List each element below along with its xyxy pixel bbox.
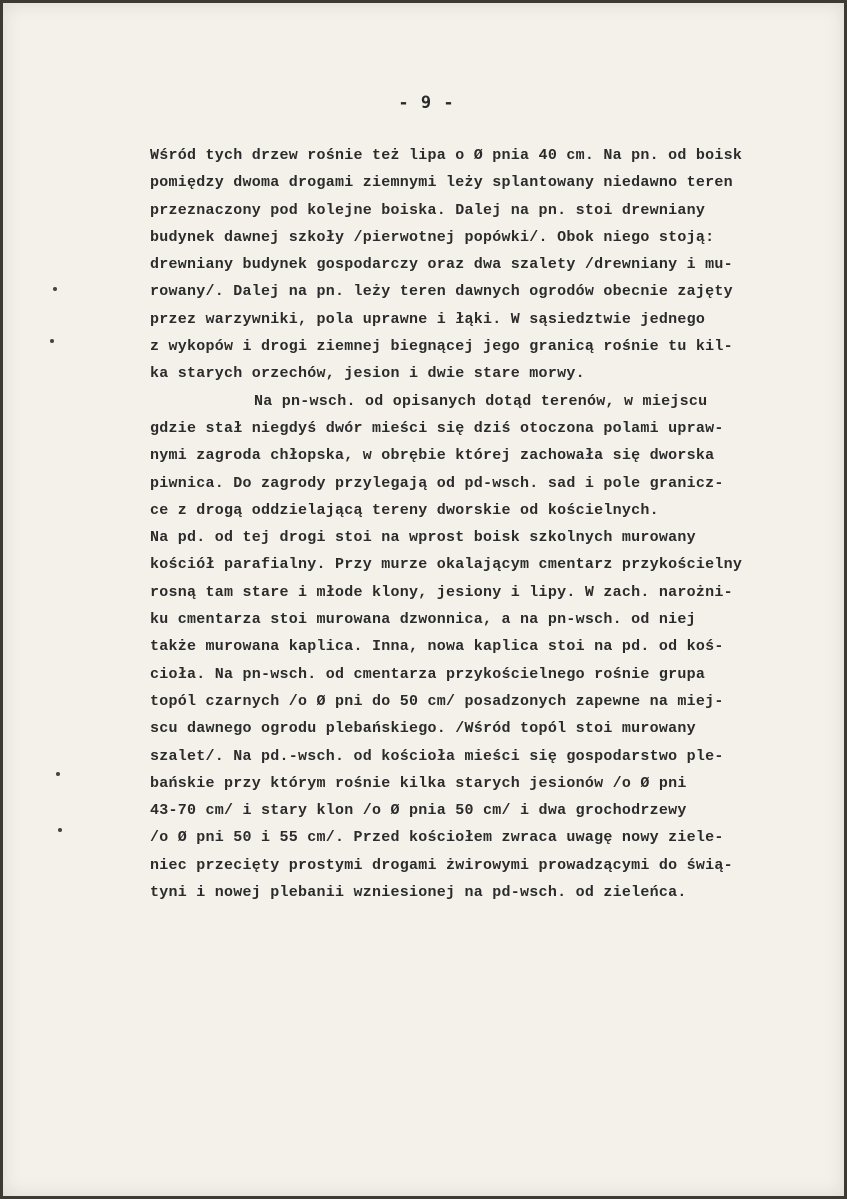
text-line: pomiędzy dwoma drogami ziemnymi leży splantowany niedawno teren [150, 174, 733, 192]
text-line: scu dawnego ogrodu plebańskiego. /Wśród topól stoi murowany [150, 720, 696, 738]
text-line: Na pn-wsch. od opisanych dotąd terenów, w miejscu [254, 392, 708, 410]
text-line: drewniany budynek gospodarczy oraz dwa szalety /drewniany i mu- [150, 256, 733, 274]
text-line: piwnica. Do zagrody przylegają od pd-wsch. sad i pole granicz- [150, 474, 724, 492]
text-line: bańskie przy którym rośnie kilka starych jesionów /o Ø pni [150, 774, 687, 792]
text-line: przez warzywniki, pola uprawne i łąki. W sąsiedztwie jednego [150, 310, 706, 328]
text-line: kościół parafialny. Przy murze okalającym cmentarz przykościelny [150, 556, 743, 574]
text-line: /o Ø pni 50 i 55 cm/. Przed kościołem zwraca uwagę nowy ziele- [150, 829, 724, 847]
text-line: rosną tam stare i młode klony, jesiony i lipy. W zach. narożni- [150, 583, 733, 601]
margin-mark [53, 287, 57, 291]
text-line: także murowana kaplica. Inna, nowa kaplica stoi na pd. od koś- [150, 638, 724, 656]
text-line: rowany/. Dalej na pn. leży teren dawnych ogrodów obecnie zajęty [150, 283, 733, 301]
text-line: ku cmentarza stoi murowana dzwonnica, a na pn-wsch. od niej [150, 611, 696, 629]
text-line: przeznaczony pod kolejne boiska. Dalej na pn. stoi drewniany [150, 201, 706, 219]
text-line: ce z drogą oddzielającą tereny dworskie od kościelnych. [150, 501, 659, 519]
text-line: nymi zagroda chłopska, w obrębie której zachowała się dworska [150, 447, 715, 465]
text-line: ka starych orzechów, jesion i dwie stare morwy. [150, 365, 585, 383]
text-line: gdzie stał niegdyś dwór mieści się dziś otoczona polami upraw- [150, 419, 724, 437]
text-line: z wykopów i drogi ziemnej biegnącej jego granicą rośnie tu kil- [150, 338, 733, 356]
text-line: niec przecięty prostymi drogami żwirowymi prowadzącymi do świą- [150, 856, 733, 874]
text-line: 43-70 cm/ i stary klon /o Ø pnia 50 cm/ i dwa grochodrzewy [150, 802, 687, 820]
text-line: szalet/. Na pd.-wsch. od kościoła mieści się gospodarstwo ple- [150, 747, 724, 765]
text-line: cioła. Na pn-wsch. od cmentarza przykościelnego rośnie grupa [150, 665, 706, 683]
text-line: budynek dawnej szkoły /pierwotnej popówki/. Obok niego stoją: [150, 228, 715, 246]
margin-mark [58, 828, 62, 832]
margin-mark [50, 339, 54, 343]
text-line: topól czarnych /o Ø pni do 50 cm/ posadzonych zapewne na miej- [150, 692, 724, 710]
text-line: tyni i nowej plebanii wzniesionej na pd-wsch. od zieleńca. [150, 884, 687, 902]
text-line: Na pd. od tej drogi stoi na wprost boisk szkolnych murowany [150, 529, 696, 547]
body-text [150, 142, 830, 906]
page-number: - 9 - [398, 93, 455, 113]
margin-mark [56, 772, 60, 776]
text-line: Wśród tych drzew rośnie też lipa o Ø pnia 40 cm. Na pn. od boisk [150, 147, 743, 164]
